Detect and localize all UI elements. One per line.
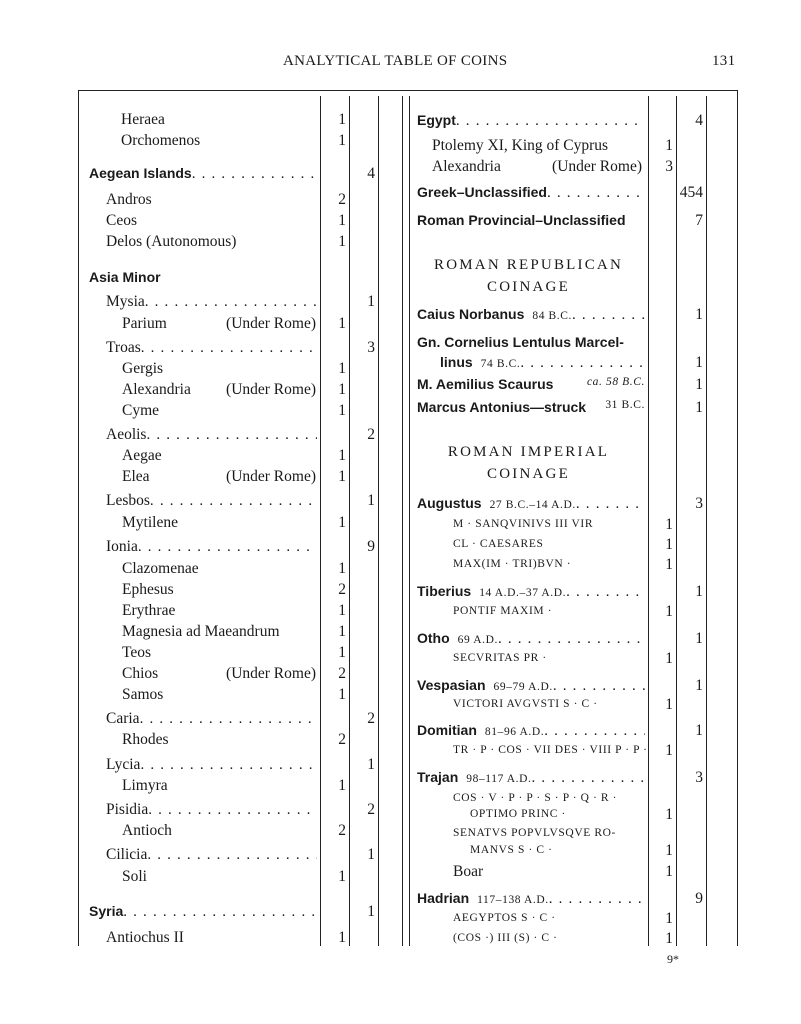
count: 1 xyxy=(338,602,346,619)
count: 1 xyxy=(665,863,673,880)
count: 1 xyxy=(338,777,346,794)
legend-item: CL · CAESARES xyxy=(453,538,544,550)
legend-item: MANVS S · C · xyxy=(470,844,553,856)
section-title: COINAGE xyxy=(487,279,570,295)
count: 1 xyxy=(338,381,346,398)
list-item: Antioch xyxy=(122,822,172,839)
ruler-name: Gn. Cornelius Lentulus Marcel- xyxy=(417,334,624,350)
section-title: ROMAN REPUBLICAN xyxy=(434,257,623,273)
region-row: Cilicia . . . xyxy=(106,846,317,864)
count: 1 xyxy=(338,233,346,250)
list-item: Ceos xyxy=(106,212,137,229)
count: 1 xyxy=(338,868,346,885)
list-item: Clazomenae xyxy=(122,560,199,577)
legend-item: AEGYPTOS S · C · xyxy=(453,912,556,924)
total: 1 xyxy=(695,722,703,739)
list-item: Rhodes xyxy=(122,731,169,748)
ruler-row: Hadrian 117–138 A.D. . . . xyxy=(417,890,645,908)
section-heading: Greek–Unclassified . . . xyxy=(417,184,645,202)
count: 1 xyxy=(338,402,346,419)
section-title: ROMAN IMPERIAL xyxy=(447,444,610,460)
legend-item: COS · V · P · P · S · P · Q · R · xyxy=(453,792,618,804)
legend-item: TR · P · COS · VII DES · VIII P · P · xyxy=(453,744,648,756)
section-title: COINAGE xyxy=(487,466,570,482)
total: 1 xyxy=(695,354,703,371)
list-item: Ephesus xyxy=(122,581,174,598)
total: 1 xyxy=(695,583,703,600)
list-item: Orchomenos xyxy=(121,132,201,149)
legend-item: SENATVS POPVLVSQVE RO- xyxy=(453,827,616,839)
list-item: Limyra xyxy=(122,777,168,794)
total: 1 xyxy=(367,903,375,920)
count: 1 xyxy=(338,360,346,377)
count: 1 xyxy=(338,468,346,485)
legend-item: VICTORI AVGVSTI S · C · xyxy=(453,698,598,710)
count: 1 xyxy=(665,910,673,927)
table-top-rule xyxy=(78,90,737,91)
count: 1 xyxy=(665,806,673,823)
right-col-rule-3 xyxy=(706,96,707,946)
ruler-row: Marcus Antonius—struck 31 B.C. xyxy=(417,399,645,415)
count: 2 xyxy=(338,822,346,839)
count: 2 xyxy=(338,581,346,598)
left-border xyxy=(78,90,79,946)
total: 1 xyxy=(695,399,703,416)
list-item: Erythrae xyxy=(122,602,176,619)
total: 9 xyxy=(367,538,375,555)
count: 3 xyxy=(665,158,673,175)
count: 1 xyxy=(338,644,346,661)
count: 1 xyxy=(338,560,346,577)
total: 1 xyxy=(695,677,703,694)
count: 1 xyxy=(338,686,346,703)
section-heading: Egypt . . . xyxy=(417,112,645,130)
total: 1 xyxy=(367,756,375,773)
total: 3 xyxy=(695,769,703,786)
region-row: Pisidia . . . xyxy=(106,801,317,819)
running-title: ANALYTICAL TABLE OF COINS xyxy=(283,53,508,69)
list-item: Alexandria (Under Rome) xyxy=(122,381,316,398)
count: 1 xyxy=(665,516,673,533)
total: 4 xyxy=(367,165,375,182)
count: 1 xyxy=(665,742,673,759)
right-border xyxy=(737,90,738,946)
left-col-rule-3 xyxy=(378,96,379,946)
list-item: Magnesia ad Maeandrum xyxy=(122,623,280,640)
total: 9 xyxy=(695,890,703,907)
count: 1 xyxy=(338,132,346,149)
count: 2 xyxy=(338,191,346,208)
section-heading: Roman Provincial–Unclassified xyxy=(417,212,626,228)
total: 1 xyxy=(367,293,375,310)
count: 1 xyxy=(338,929,346,946)
list-item: Aegae xyxy=(122,447,162,464)
signature-mark: 9* xyxy=(667,952,679,966)
region-row: Lesbos . . . xyxy=(106,492,317,510)
legend-item: M · SANQVINIVS III VIR xyxy=(453,518,594,530)
count: 1 xyxy=(338,212,346,229)
total: 1 xyxy=(695,376,703,393)
count: 1 xyxy=(338,514,346,531)
page-number: 131 xyxy=(712,53,736,69)
list-item: Gergis xyxy=(122,360,164,377)
count: 1 xyxy=(665,930,673,947)
total: 1 xyxy=(695,630,703,647)
total: 2 xyxy=(367,426,375,443)
count: 1 xyxy=(338,447,346,464)
list-item: Mytilene xyxy=(122,514,178,531)
legend-item: SECVRITAS PR · xyxy=(453,652,547,664)
region-row: Aeolis . . . xyxy=(106,426,317,444)
list-item: Andros xyxy=(106,191,152,208)
section-heading: Aegean Islands . . . xyxy=(89,165,317,183)
count: 2 xyxy=(338,665,346,682)
region-row: Troas . . . xyxy=(106,339,317,357)
legend-item: OPTIMO PRINC · xyxy=(470,808,566,820)
list-item: Ptolemy XI, King of Cyprus xyxy=(432,137,609,154)
ruler-row: Caius Norbanus 84 B.C. . . . xyxy=(417,306,645,324)
section-heading: Asia Minor xyxy=(89,269,161,285)
count: 1 xyxy=(338,623,346,640)
total: 1 xyxy=(367,492,375,509)
list-item: Antiochus II xyxy=(106,929,184,946)
section-heading: Syria . . . xyxy=(89,903,317,921)
region-row: Mysia . . . xyxy=(106,293,317,311)
list-item: Cyme xyxy=(122,402,160,419)
region-row: Lycia . . . xyxy=(106,756,317,774)
list-item: Samos xyxy=(122,686,164,703)
legend-item: PONTIF MAXIM · xyxy=(453,605,553,617)
ruler-row: Otho 69 A.D. . . . xyxy=(417,630,645,648)
count: 2 xyxy=(338,731,346,748)
list-item: Chios (Under Rome) xyxy=(122,665,316,682)
count: 1 xyxy=(665,556,673,573)
count: 1 xyxy=(338,315,346,332)
ruler-row: linus 74 B.C. . . . xyxy=(440,354,645,372)
count: 1 xyxy=(665,536,673,553)
center-rule-b xyxy=(409,96,410,946)
count: 1 xyxy=(338,111,346,128)
total: 3 xyxy=(695,495,703,512)
count: 1 xyxy=(665,137,673,154)
legend-item: Boar xyxy=(453,863,484,880)
ruler-row: Vespasian 69–79 A.D. . . . xyxy=(417,677,645,695)
count: 1 xyxy=(665,842,673,859)
center-rule-a xyxy=(402,96,403,946)
count: 1 xyxy=(665,603,673,620)
ruler-row: Domitian 81–96 A.D. . . . xyxy=(417,722,645,740)
count: 1 xyxy=(665,696,673,713)
ruler-row: Tiberius 14 A.D.–37 A.D. . . . xyxy=(417,583,645,601)
ruler-row: Augustus 27 B.C.–14 A.D. . . . xyxy=(417,495,645,513)
list-item: Delos (Autonomous) xyxy=(106,233,237,250)
legend-item: (COS ·) III (S) · C · xyxy=(453,932,558,944)
total: 1 xyxy=(367,846,375,863)
list-item: Alexandria (Under Rome) xyxy=(432,158,642,175)
total: 454 xyxy=(679,184,703,201)
ruler-row: Trajan 98–117 A.D. . . . xyxy=(417,769,645,787)
region-row: Caria . . . xyxy=(106,710,317,728)
total: 4 xyxy=(695,112,703,129)
list-item: Elea (Under Rome) xyxy=(122,468,316,485)
count: 1 xyxy=(665,650,673,667)
region-row: Ionia . . . xyxy=(106,538,317,556)
legend-item: MAX(IM · TRI)BVN · xyxy=(453,558,572,570)
total: 2 xyxy=(367,801,375,818)
total: 7 xyxy=(695,212,703,229)
list-item: Heraea xyxy=(121,111,165,128)
ruler-row: M. Aemilius Scaurus ca. 58 B.C. xyxy=(417,376,645,392)
list-item: Parium (Under Rome) xyxy=(122,315,316,332)
list-item: Soli xyxy=(122,868,147,885)
total: 3 xyxy=(367,339,375,356)
list-item: Teos xyxy=(122,644,152,661)
total: 1 xyxy=(695,306,703,323)
total: 2 xyxy=(367,710,375,727)
